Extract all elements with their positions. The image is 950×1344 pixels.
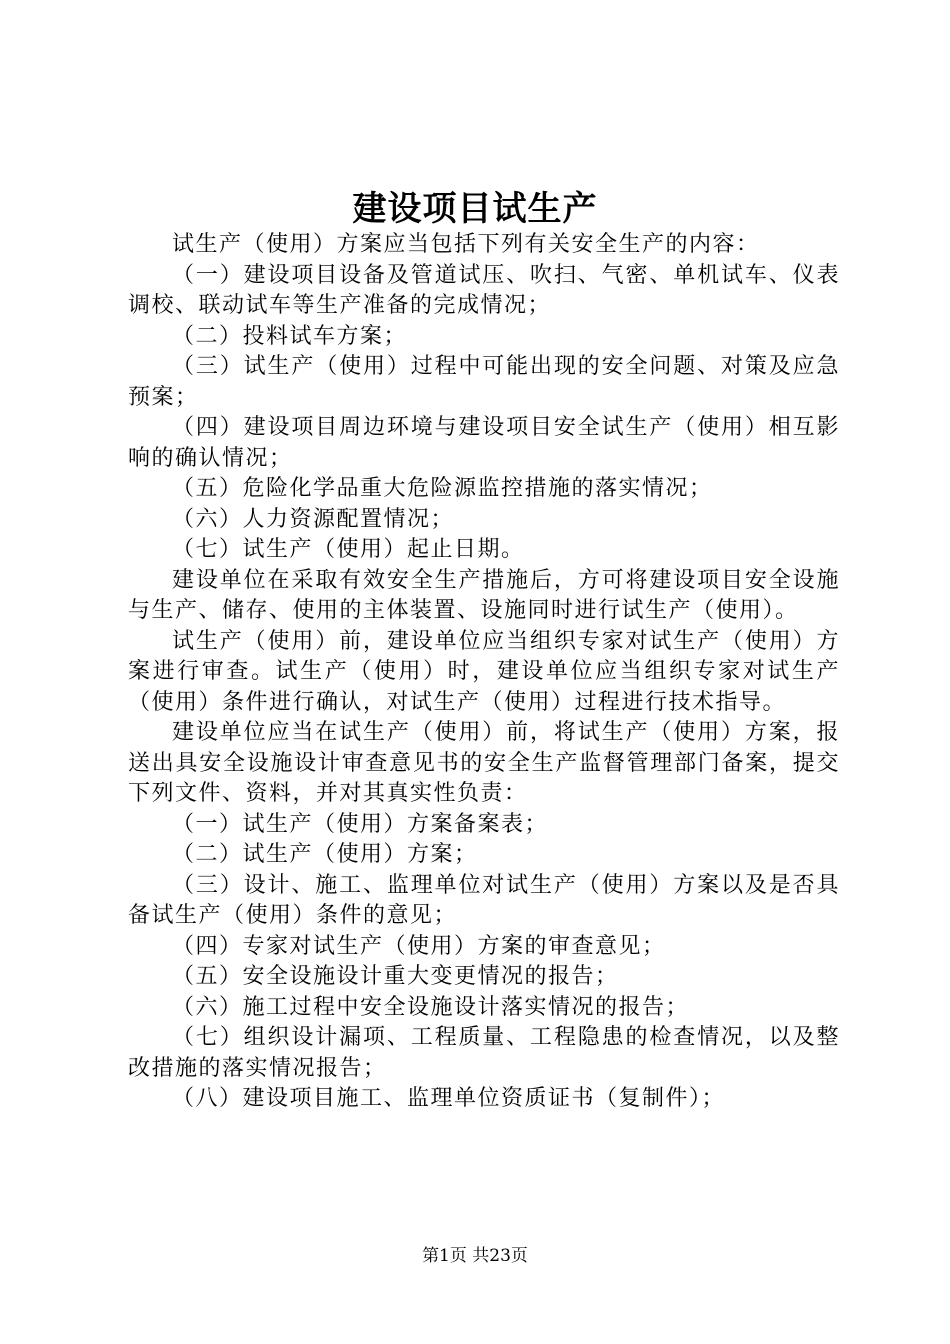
- paragraph: （四）建设项目周边环境与建设项目安全试生产（使用）相互影响的确认情况；: [128, 415, 840, 471]
- document-body: [128, 230, 840, 1115]
- paragraph: 建设单位在采取有效安全生产措施后，方可将建设项目安全设施与生产、储存、使用的主体装置、设施同时进行试生产（使用）。: [128, 567, 840, 623]
- paragraph: （八）建设项目施工、监理单位资质证书（复制件）；: [172, 1086, 726, 1111]
- paragraph: （五）危险化学品重大危险源监控措施的落实情况；: [172, 476, 713, 501]
- paragraph: 建设单位应当在试生产（使用）前，将试生产（使用）方案，报送出具安全设施设计审查意见书的安全生产监督管理部门备案，提交下列文件、资料，并对其真实性负责：: [128, 720, 840, 806]
- paragraph: （四）专家对试生产（使用）方案的审查意见；: [172, 933, 666, 959]
- paragraph: （三）试生产（使用）过程中可能出现的安全问题、对策及应急预案；: [128, 354, 840, 410]
- paragraph: （七）试生产（使用）起止日期。: [172, 537, 525, 562]
- paragraph: 试生产（使用）前，建设单位应当组织专家对试生产（使用）方案进行审查。试生产（使用）时，建设单位应当组织专家对试生产（使用）条件进行确认，对试生产（使用）过程进行技术指导。: [128, 628, 840, 715]
- page-number-footer: 第1页 共23页: [422, 1246, 528, 1266]
- paragraph: （二）试生产（使用）方案；: [172, 842, 478, 867]
- paragraph: （七）组织设计漏项、工程质量、工程隐患的检查情况，以及整改措施的落实情况报告；: [128, 1025, 840, 1081]
- paragraph: （二）投料试车方案；: [172, 323, 408, 349]
- paragraph: （五）安全设施设计重大变更情况的报告；: [172, 964, 619, 989]
- paragraph: （一）试生产（使用）方案备案表；: [172, 811, 549, 837]
- document-title: 建设项目试生产: [352, 189, 598, 229]
- paragraph: （六）人力资源配置情况；: [172, 506, 455, 532]
- paragraph: （一）建设项目设备及管道试压、吹扫、气密、单机试车、仪表调校、联动试车等生产准备的完成情况；: [128, 262, 840, 318]
- paragraph: 试生产（使用）方案应当包括下列有关安全生产的内容：: [172, 232, 760, 257]
- paragraph: （三）设计、施工、监理单位对试生产（使用）方案以及是否具备试生产（使用）条件的意见；: [128, 872, 840, 928]
- paragraph: （六）施工过程中安全设施设计落实情况的报告；: [172, 994, 690, 1020]
